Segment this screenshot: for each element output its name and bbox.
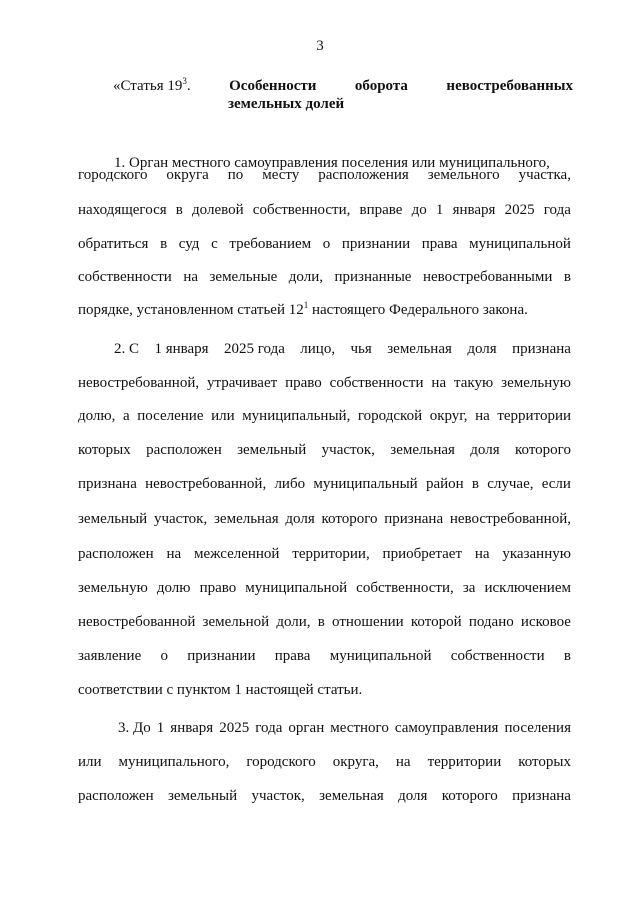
article-heading-line-1 [113, 78, 573, 96]
word: расположен [146, 442, 222, 458]
word: заявление [78, 648, 142, 664]
paragraph-2-line-1 [114, 339, 571, 359]
word: поселение [137, 408, 204, 424]
paragraph-1-line-3 [78, 200, 571, 220]
paragraph-2-line-7 [78, 544, 571, 564]
word: 2025 [504, 202, 535, 218]
word: по [227, 167, 244, 183]
page-number: 3 [316, 38, 324, 54]
word: район [425, 476, 464, 492]
word: муниципальный [313, 476, 418, 492]
word: или [78, 754, 102, 770]
word: 1 [156, 720, 165, 736]
paragraph-3-line-3 [78, 786, 571, 806]
word: признана [78, 476, 137, 492]
word: признана [384, 511, 444, 527]
word: 2025 [219, 720, 250, 736]
word: которых [78, 442, 131, 458]
word: доли, [276, 614, 311, 630]
word: приобретает [382, 546, 462, 562]
paragraph-1-line-6 [78, 300, 571, 320]
text-line: соответствии с пунктом 1 настоящей статьи. [78, 682, 363, 698]
word: которых [518, 754, 571, 770]
word: находящегося [78, 202, 167, 218]
word: признанные [334, 269, 412, 285]
word: собственности, [356, 580, 454, 596]
word: в [563, 648, 571, 664]
paragraph-1-line-5 [78, 267, 571, 287]
word: муниципальной [329, 648, 432, 664]
text-segment: порядке, установленном статьей 12 [78, 302, 304, 318]
word: случае, [487, 476, 534, 492]
word: если [541, 476, 571, 492]
word: отношении [332, 614, 404, 630]
word: исключением [484, 580, 571, 596]
word: на [183, 269, 198, 285]
word: территории, [292, 546, 370, 562]
word: января [452, 202, 496, 218]
paragraph-2-line-9 [78, 612, 571, 632]
word: муниципальной [245, 580, 348, 596]
word: округ, [429, 408, 468, 424]
word: муниципального, [118, 754, 230, 770]
word: земельная [319, 788, 384, 804]
word: за [462, 580, 476, 596]
paragraph-2-line-5 [78, 474, 571, 494]
word: долю [156, 580, 191, 596]
word: невостребованной, [449, 511, 571, 527]
word: 1 [435, 202, 444, 218]
word: о [160, 648, 168, 664]
word: признании [341, 236, 411, 252]
word: признана [512, 341, 571, 357]
word: земельная [390, 442, 455, 458]
word: либо [274, 476, 306, 492]
word: на [395, 754, 411, 770]
word: земельный [78, 511, 148, 527]
word: 3. До [118, 720, 151, 736]
word: о [322, 236, 331, 252]
article-superscript: 3 [182, 76, 187, 86]
word: в [317, 614, 325, 630]
paragraph-2-line-6 [78, 509, 571, 529]
word: признании [187, 648, 256, 664]
word: земельного [427, 167, 500, 183]
word: невостребованной [78, 614, 196, 630]
word: лицо, [300, 341, 336, 357]
word: права [421, 236, 458, 252]
word: такую [454, 375, 494, 391]
word: подано [468, 614, 514, 630]
word: чья [350, 341, 372, 357]
word: доля [467, 341, 497, 357]
word: года [255, 720, 283, 736]
article-dot: . [186, 78, 191, 94]
word: в [471, 476, 479, 492]
text-segment: настоящего Федерального закона. [308, 302, 528, 318]
word: исковое [520, 614, 571, 630]
word: в [175, 202, 183, 218]
word: доля [285, 511, 315, 527]
word: на [431, 375, 447, 391]
word: утрачивает [207, 375, 278, 391]
word: земельная [214, 511, 279, 527]
word: собственности [78, 269, 172, 285]
article-title-word: оборота [354, 78, 408, 94]
word: на [475, 408, 490, 424]
word: невостребованными [422, 269, 553, 285]
word: которого [321, 511, 378, 527]
word: признана [512, 788, 571, 804]
word: суд [178, 236, 200, 252]
word: доля [470, 442, 500, 458]
paragraph-2-line-8 [78, 578, 571, 598]
word: земельная [387, 341, 452, 357]
word: округа [166, 167, 209, 183]
word: городского [78, 167, 148, 183]
word: муниципальный, [242, 408, 351, 424]
paragraph-2-line-11 [78, 680, 571, 700]
word: доли, [288, 269, 323, 285]
article-title-word: Особенности [229, 78, 317, 94]
word: территории [497, 408, 571, 424]
word: городского [246, 754, 316, 770]
word: городской [357, 408, 423, 424]
word: а [122, 408, 130, 424]
word: земельную [78, 580, 148, 596]
word: право [285, 375, 322, 391]
word: которой [410, 614, 462, 630]
paragraph-1-line-4 [78, 234, 571, 254]
word: земельный [167, 788, 238, 804]
word: которого [441, 788, 498, 804]
word: земельный [237, 442, 307, 458]
word: года [543, 202, 571, 218]
word: до [411, 202, 427, 218]
word: января [170, 720, 214, 736]
word: 2025 года [223, 341, 285, 357]
word: которого [514, 442, 571, 458]
word: участок, [251, 788, 305, 804]
word: участка, [518, 167, 571, 183]
word: 1 января [154, 341, 209, 357]
word: самоуправления [394, 720, 499, 736]
word: расположен [78, 788, 154, 804]
word: невостребованной, [78, 375, 200, 391]
word: или [211, 408, 235, 424]
word: право [199, 580, 237, 596]
word: доля [398, 788, 428, 804]
word: указанную [502, 546, 571, 562]
word: 2. С [114, 341, 140, 357]
word: межселенной [193, 546, 280, 562]
article-title-word: невостребованных [446, 78, 573, 94]
word: невостребованной, [145, 476, 267, 492]
word: на [166, 546, 182, 562]
word: округа, [332, 754, 379, 770]
word: обратиться [78, 236, 149, 252]
article-heading-line-2: земельных долей [228, 96, 345, 112]
word: расположен [78, 546, 154, 562]
word: собственности, [252, 202, 351, 218]
paragraph-3-line-1 [118, 718, 571, 738]
word: расположения [318, 167, 409, 183]
word: земельные [209, 269, 278, 285]
paragraph-2-line-3 [78, 406, 571, 426]
word: местного [330, 720, 389, 736]
word: в [160, 236, 168, 252]
word: участок, [153, 511, 208, 527]
word: с [211, 236, 218, 252]
word: вправе [359, 202, 403, 218]
word: права [274, 648, 311, 664]
word: земельной [202, 614, 270, 630]
word: собственности [450, 648, 545, 664]
word: в [563, 269, 571, 285]
word: месту [262, 167, 300, 183]
article-heading [113, 78, 573, 113]
word: орган [288, 720, 325, 736]
paragraph-2-line-2 [78, 373, 571, 393]
word: на [474, 546, 490, 562]
word: долевой [192, 202, 244, 218]
paragraph-2-line-4 [78, 440, 571, 460]
article-label: «Статья 19 [113, 78, 183, 94]
article-superscript: 1 [303, 300, 309, 310]
text-line: 1. Орган местного самоуправления поселения или муниципального, [114, 155, 550, 171]
word: поселения [504, 720, 571, 736]
paragraph-1-line-2 [78, 165, 571, 185]
paragraph-3-line-2 [78, 752, 571, 772]
word: собственности [329, 375, 424, 391]
article-number [113, 78, 191, 96]
word: долю, [78, 408, 116, 424]
word: территории [427, 754, 502, 770]
word: земельную [501, 375, 571, 391]
word: муниципальной [469, 236, 571, 252]
word: требованием [229, 236, 312, 252]
paragraph-2-line-10 [78, 646, 571, 666]
word: участок, [321, 442, 375, 458]
